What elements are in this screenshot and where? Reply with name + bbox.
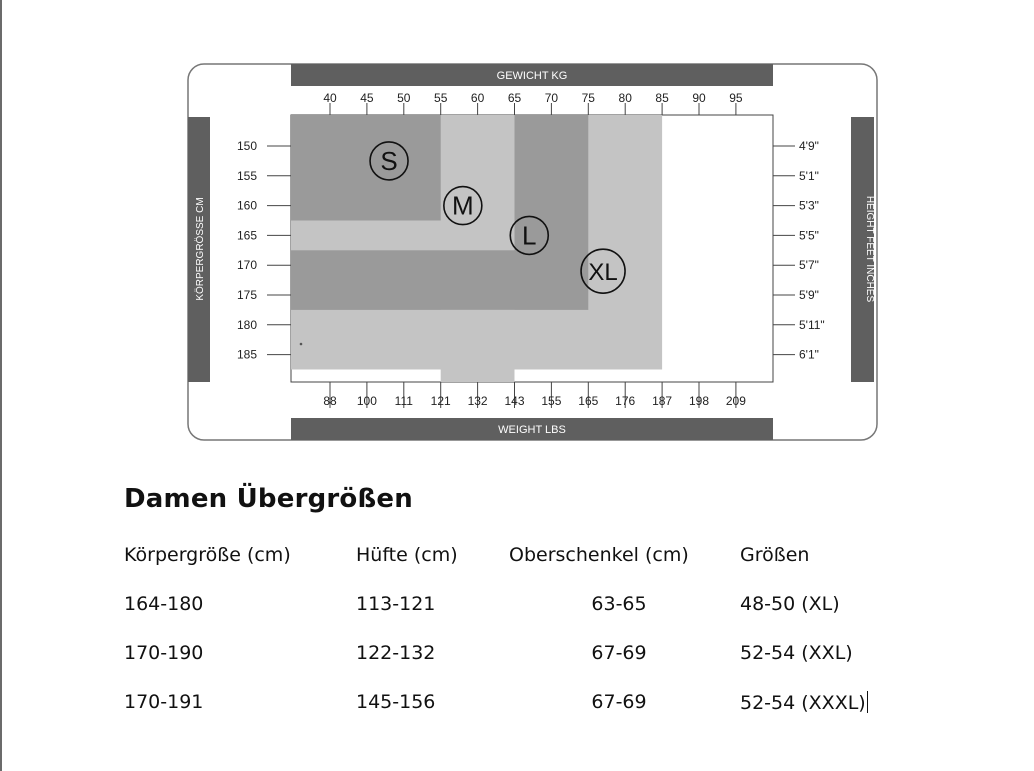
top-tick-label: 95 (729, 91, 743, 105)
page-left-border (0, 0, 2, 771)
header-hip: Hüfte (cm) (356, 544, 458, 566)
cell-size: 48-50 (XL) (740, 593, 840, 615)
size-badge-label-xl: XL (588, 259, 618, 287)
top-tick-label: 45 (360, 91, 374, 105)
left-tick-label: 160 (236, 198, 257, 213)
bottom-tick-label: 198 (688, 394, 710, 408)
header-thigh: Oberschenkel (cm) (509, 544, 689, 566)
bottom-tick-label: 209 (725, 394, 746, 408)
left-axis-title: KÖRPERGRÖSSE CM (195, 197, 206, 301)
top-tick-label: 80 (618, 91, 632, 105)
right-tick-label: 5'9" (799, 288, 819, 302)
bottom-tick-label: 111 (394, 394, 413, 408)
size-badge-label-s: S (380, 145, 398, 176)
plot-dot (300, 343, 303, 346)
top-tick-label: 75 (581, 91, 595, 105)
bottom-tick-label: 176 (615, 394, 636, 408)
left-tick-label: 170 (236, 258, 257, 273)
text-cursor (867, 691, 868, 713)
size-badge-label-l: L (522, 220, 537, 251)
right-tick-label: 5'5" (799, 228, 819, 243)
top-axis-title: GEWICHT KG (496, 70, 568, 82)
right-tick-label: 5'7" (799, 258, 819, 273)
bottom-tick-label: 143 (504, 394, 525, 408)
bottom-axis-title: WEIGHT LBS (498, 424, 566, 436)
left-tick-label: 175 (236, 288, 257, 302)
left-tick-label: 180 (236, 317, 257, 332)
cell-body-height: 170-191 (124, 691, 204, 713)
size-region-s (291, 115, 441, 221)
left-tick-label: 150 (236, 139, 257, 153)
right-tick-label: 5'11" (799, 317, 825, 332)
header-sizes: Größen (740, 544, 810, 566)
cell-hip: 145-156 (356, 691, 436, 713)
top-tick-label: 90 (692, 91, 706, 105)
top-tick-label: 60 (470, 91, 485, 105)
cell-hip: 122-132 (356, 642, 436, 664)
left-tick-label: 185 (236, 347, 257, 362)
cell-size: 52-54 (XXL) (740, 642, 853, 664)
bottom-tick-label: 121 (430, 394, 451, 408)
top-tick-label: 55 (434, 91, 448, 105)
cell-body-height: 170-190 (124, 642, 204, 664)
cell-size-text: 52-54 (XXXL) (740, 692, 866, 714)
top-tick-label: 65 (507, 91, 522, 105)
bottom-tick-label: 155 (541, 394, 562, 408)
top-tick-label: 70 (544, 91, 559, 105)
size-chart (185, 62, 880, 442)
cell-hip: 113-121 (356, 593, 436, 615)
size-chart-svg (185, 62, 880, 442)
bottom-tick-label: 187 (652, 394, 673, 408)
header-body-height: Körpergröße (cm) (124, 544, 291, 566)
cell-thigh: 63-65 (591, 593, 647, 615)
cell-size (740, 691, 868, 714)
bottom-tick-label: 165 (578, 394, 599, 408)
right-tick-label: 6'1" (799, 347, 819, 362)
cell-thigh: 67-69 (591, 642, 647, 664)
right-tick-label: 4'9" (799, 139, 819, 153)
size-badge-label-m: M (452, 190, 474, 221)
top-tick-label: 40 (323, 91, 337, 105)
bottom-tick-label: 100 (356, 394, 377, 408)
bottom-tick-label: 88 (323, 394, 337, 408)
right-tick-label: 5'1" (799, 168, 819, 183)
left-tick-label: 155 (236, 168, 257, 183)
top-tick-label: 85 (655, 91, 669, 105)
left-tick-label: 165 (236, 228, 257, 243)
right-axis-title: HEIGHT FEET INCHES (864, 195, 875, 303)
top-tick-label: 50 (397, 91, 411, 105)
bottom-tick-label: 132 (467, 394, 488, 408)
cell-body-height: 164-180 (124, 593, 204, 615)
right-tick-label: 5'3" (799, 198, 819, 213)
cell-thigh: 67-69 (591, 691, 647, 713)
size-region-xl-column (441, 310, 515, 382)
section-title: Damen Übergrößen (124, 484, 413, 514)
